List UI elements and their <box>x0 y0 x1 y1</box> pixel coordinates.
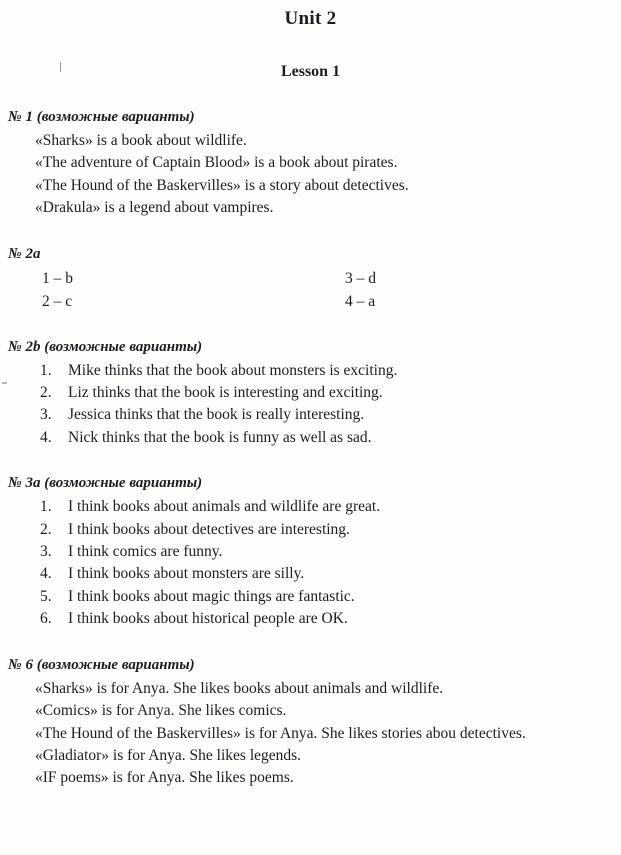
list-item <box>40 608 613 630</box>
section-6-heading: № 6 (возможные варианты) <box>8 656 195 673</box>
list-item <box>40 382 613 404</box>
item-text: I think comics are funny. <box>68 543 223 561</box>
answer-line: «Sharks» is for Anya. She likes books about animals and wildlife. <box>35 679 444 697</box>
answer-line: «The adventure of Captain Blood» is a book about pirates. <box>35 154 398 172</box>
section-1 <box>8 109 613 220</box>
item-number: 2. <box>40 384 52 402</box>
item-number: 2. <box>40 520 52 538</box>
item-text: Jessica thinks that the book is really interesting. <box>68 406 365 424</box>
lesson-title: Lesson 1 <box>280 63 341 80</box>
list-item <box>40 427 613 449</box>
item-number: 3. <box>40 543 52 561</box>
item-number: 5. <box>40 587 52 605</box>
list-item <box>40 586 613 608</box>
answer-line: «Comics» is for Anya. She likes comics. <box>35 702 287 720</box>
item-number: 4. <box>40 428 52 446</box>
matching-left-column <box>42 267 345 313</box>
list-item <box>40 541 613 563</box>
item-text: I think books about detectives are interesting. <box>68 520 350 538</box>
list-item <box>40 563 613 585</box>
item-text: Nick thinks that the book is funny as well as sad. <box>68 428 372 446</box>
answer-line: «Sharks» is a book about wildlife. <box>35 132 247 149</box>
item-text: Liz thinks that the book is interesting and exciting. <box>68 384 383 402</box>
item-text: I think books about monsters are silly. <box>68 565 305 583</box>
section-2a <box>8 246 613 313</box>
answer-line: «Gladiator» is for Anya. She likes legends. <box>35 746 302 764</box>
matching-right-column <box>345 267 545 313</box>
list-item <box>40 360 613 382</box>
numbered-answer-list <box>40 360 613 450</box>
matching-answers <box>42 267 613 313</box>
item-number: 4. <box>40 565 52 583</box>
answer-line: «Drakula» is a legend about vampires. <box>35 199 274 217</box>
numbered-answer-list <box>40 496 613 630</box>
section-6 <box>8 657 613 790</box>
section-2b <box>8 339 613 450</box>
list-item <box>40 496 613 518</box>
section-1-heading: № 1 (возможные варианты) <box>8 109 195 125</box>
item-number: 1. <box>40 498 52 516</box>
item-number: 3. <box>40 406 52 424</box>
item-text: I think books about historical people are OK. <box>68 610 348 628</box>
section-3a-heading: № 3a (возможные варианты) <box>8 475 203 492</box>
answer-line: «IF poems» is for Anya. She likes poems. <box>35 769 294 787</box>
scan-artifact-tick <box>60 62 61 72</box>
list-item <box>40 404 613 426</box>
answer-line: «The Hound of the Baskervilles» is a story about detectives. <box>35 176 409 194</box>
item-number: 1. <box>40 361 52 379</box>
match-pair: 1 – b <box>42 269 73 287</box>
match-pair: 4 – a <box>345 292 376 310</box>
answer-line: «The Hound of the Baskervilles» is for Anya. She likes stories abou detectives. <box>35 724 526 742</box>
item-number: 6. <box>40 610 52 628</box>
section-2a-heading: № 2a <box>8 245 41 262</box>
item-text: Mike thinks that the book about monsters is exciting. <box>68 361 398 379</box>
scan-artifact-dash <box>2 382 7 384</box>
unit-title: Unit 2 <box>284 8 337 29</box>
match-pair: 2 – c <box>42 292 73 310</box>
match-pair: 3 – d <box>345 269 376 287</box>
section-2b-heading: № 2b (возможные варианты) <box>8 338 203 355</box>
item-text: I think books about animals and wildlife are great. <box>68 498 381 516</box>
item-text: I think books about magic things are fantastic. <box>68 587 355 605</box>
section-3a <box>8 475 613 630</box>
list-item <box>40 519 613 541</box>
